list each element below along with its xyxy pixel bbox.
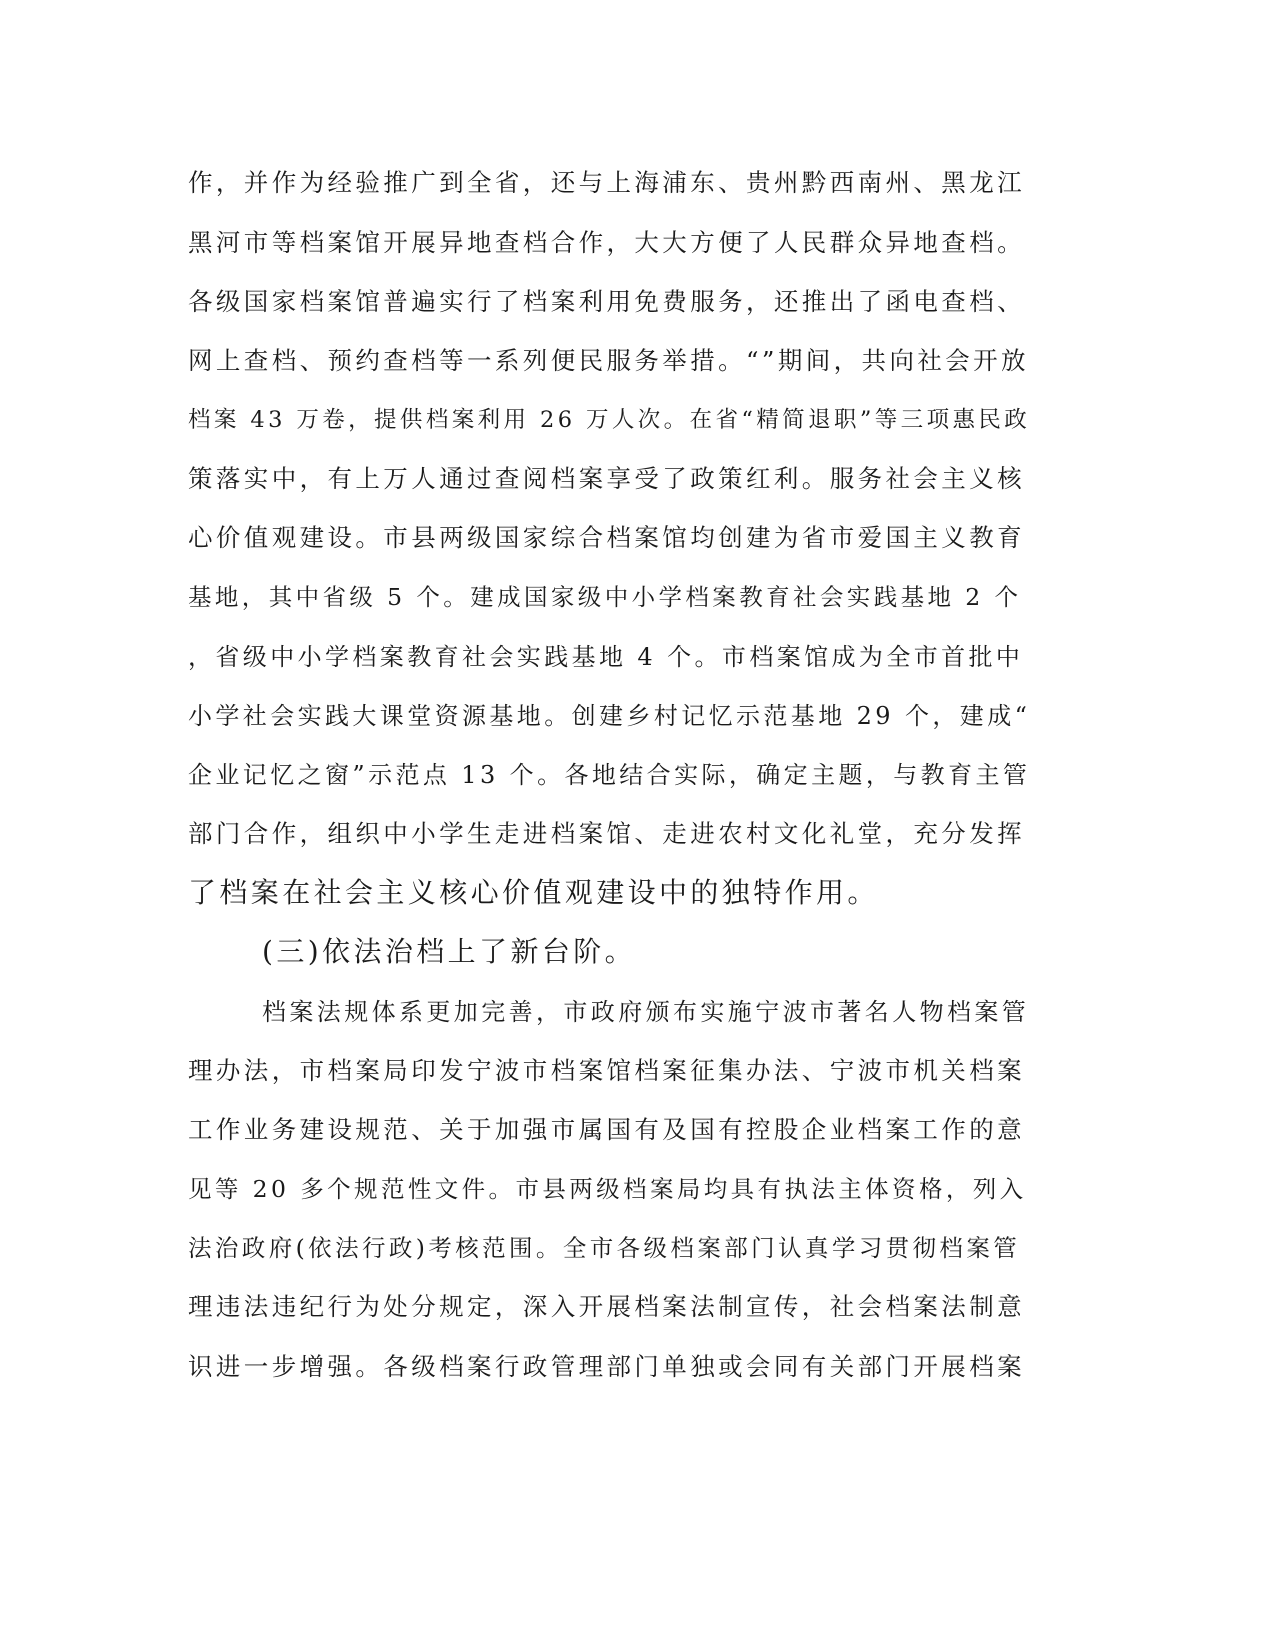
text-line: 企业记忆之窗”示范点 13 个。各地结合实际，确定主题，与教育主管 — [188, 761, 1031, 789]
text-line: 心价值观建设。市县两级国家综合档案馆均创建为省市爱国主义教育 — [188, 523, 1025, 552]
text-line: 小学社会实践大课堂资源基地。创建乡村记忆示范基地 29 个，建成“ — [188, 702, 1031, 730]
text-line: 基地，其中省级 5 个。建成国家级中小学档案教育社会实践基地 2 个 — [188, 583, 1022, 611]
text-line: 档案 43 万卷，提供档案利用 26 万人次。在省“精简退职”等三项惠民政 — [188, 407, 1031, 433]
text-line: 策落实中，有上万人通过查阅档案享受了政策红利。服务社会主义核 — [188, 464, 1025, 493]
section-heading: (三)依法治档上了新台阶。 — [262, 935, 637, 968]
text-line: 见等 20 多个规范性文件。市县两级档案局均具有执法主体资格，列入 — [188, 1175, 1027, 1203]
text-line: 档案法规体系更加完善，市政府颁布实施宁波市著名人物档案管 — [262, 998, 1030, 1026]
text-line: 作，并作为经验推广到全省，还与上海浦东、贵州黔西南州、黑龙江 — [188, 168, 1025, 197]
text-line: 各级国家档案馆普遍实行了档案利用免费服务，还推出了函电查档、 — [188, 287, 1025, 316]
text-line: 理办法，市档案局印发宁波市档案馆档案征集办法、宁波市机关档案 — [188, 1056, 1025, 1085]
text-line: ，省级中小学档案教育社会实践基地 4 个。市档案馆成为全市首批中 — [188, 643, 1024, 671]
text-line: 黑河市等档案馆开展异地查档合作，大大方便了人民群众异地查档。 — [188, 228, 1025, 257]
text-line: 法治政府(依法行政)考核范围。全市各级档案部门认真学习贯彻档案管 — [188, 1234, 1021, 1262]
text-line: 了档案在社会主义核心价值观建设中的独特作用。 — [188, 876, 879, 909]
text-line: 工作业务建设规范、关于加强市属国有及国有控股企业档案工作的意 — [188, 1115, 1025, 1144]
text-line: 部门合作，组织中小学生走进档案馆、走进农村文化礼堂，充分发挥 — [188, 819, 1025, 848]
text-line: 识进一步增强。各级档案行政管理部门单独或会同有关部门开展档案 — [188, 1352, 1025, 1381]
text-line: 网上查档、预约查档等一系列便民服务举措。“”期间，共向社会开放 — [188, 346, 1029, 375]
text-line: 理违法违纪行为处分规定，深入开展档案法制宣传，社会档案法制意 — [188, 1292, 1025, 1321]
